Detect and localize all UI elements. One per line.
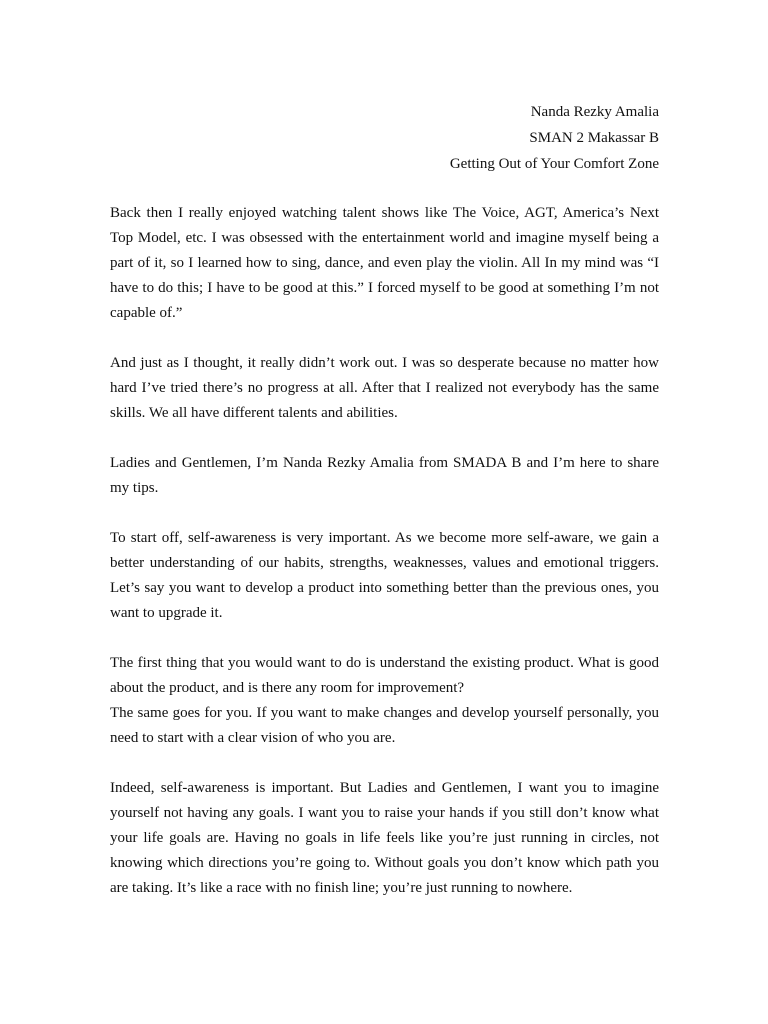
paragraph-text: The same goes for you. If you want to make changes and develop yourself personally, you need to start with a clear vision of who you are. — [110, 705, 659, 746]
paragraph-text: To start off, self-awareness is very important. As we become more self-aware, we gain a better understanding of our habits, strengths, weaknesses, values and emotional triggers. Let’s say you want to develop a product into something better than the previous ones, you want to upgrade it. — [110, 530, 659, 621]
paragraph-6 — [110, 776, 659, 901]
paragraph-text: The first thing that you would want to do is understand the existing product. What is good about the product, and is there any room for improvement? — [110, 655, 659, 696]
paragraph-2 — [110, 351, 659, 426]
paragraph-text: Indeed, self-awareness is important. But Ladies and Gentlemen, I want you to imagine yourself not having any goals. I want you to raise your hands if you still don’t know what your life goals are. Having no goals in life feels like you’re just running in circles, not knowing which directions you’re going to. Without goals you don’t know which path you are taking. It’s like a race with no finish line; you’re just running to nowhere. — [110, 780, 659, 896]
paragraph-text: Back then I really enjoyed watching talent shows like The Voice, AGT, America’s Next Top Model, etc. I was obsessed with the entertainment world and imagine myself being a part of it, so I learned how to sing, dance, and even play the violin. All In my mind was “I have to do this; I have to be good at this.” I forced myself to be good at something I’m not capable of.” — [110, 205, 659, 321]
paragraph-text: Ladies and Gentlemen, I’m Nanda Rezky Amalia from SMADA B and I’m here to share my tips. — [110, 455, 659, 496]
paragraph-3 — [110, 451, 659, 501]
document-body — [110, 201, 659, 926]
speech-title: Getting Out of Your Comfort Zone — [449, 156, 659, 172]
paragraph-1 — [110, 201, 659, 326]
school-name: SMAN 2 Makassar B — [529, 130, 659, 146]
document-header — [450, 99, 659, 177]
paragraph-text: And just as I thought, it really didn’t work out. I was so desperate because no matter how hard I’ve tried there’s no progress at all. After that I realized not everybody has the same skills. We all have different talents and abilities. — [110, 355, 659, 421]
paragraph-5 — [110, 651, 659, 751]
author-name: Nanda Rezky Amalia — [530, 104, 659, 120]
paragraph-4 — [110, 526, 659, 626]
